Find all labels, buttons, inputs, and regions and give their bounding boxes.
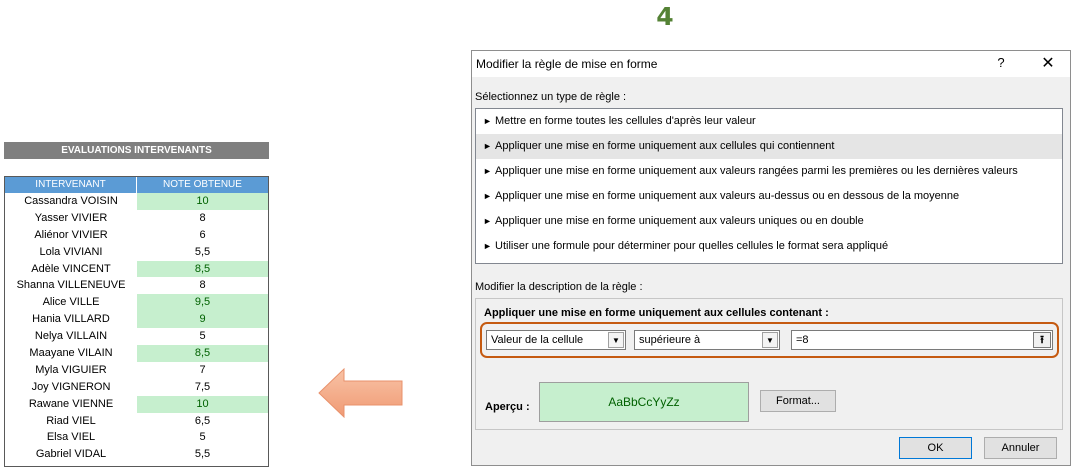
- condition-value: =8: [796, 334, 809, 346]
- intervenant-cell[interactable]: Cassandra VOISIN: [24, 195, 118, 207]
- table-row: [5, 294, 268, 311]
- preview-label: Aperçu :: [485, 401, 530, 413]
- rule-type-label: Appliquer une mise en forme uniquement aux cellules qui contiennent: [495, 140, 835, 152]
- rule-type-label: Utiliser une formule pour déterminer pour quelles cellules le format sera appliqué: [495, 240, 889, 252]
- table-row: [5, 311, 268, 328]
- table-row: [5, 379, 268, 396]
- cell-type-select[interactable]: [486, 330, 626, 350]
- format-rule-dialog: [471, 50, 1071, 466]
- table-row: [5, 277, 268, 294]
- note-cell[interactable]: 5: [199, 330, 206, 343]
- operator-value: supérieure à: [639, 334, 701, 346]
- note-cell[interactable]: 7,5: [194, 380, 211, 393]
- bullet-arrow-icon: ►: [483, 166, 492, 176]
- chevron-down-icon[interactable]: ▼: [608, 332, 624, 348]
- table-row: [5, 362, 268, 379]
- bullet-arrow-icon: ►: [483, 116, 492, 126]
- rule-type-label: Appliquer une mise en forme uniquement aux valeurs uniques ou en double: [495, 215, 864, 227]
- table-row: [5, 193, 268, 210]
- rule-description-panel: [475, 298, 1063, 430]
- bullet-arrow-icon: ►: [483, 141, 492, 151]
- intervenant-cell[interactable]: Maayane VILAIN: [29, 347, 113, 360]
- intervenant-cell[interactable]: Shanna VILLENEUVE: [16, 279, 126, 292]
- note-cell[interactable]: 10: [137, 396, 268, 413]
- format-preview: AaBbCcYyZz: [539, 382, 749, 422]
- note-cell[interactable]: 8: [199, 279, 206, 292]
- intervenant-cell[interactable]: Rawane VIENNE: [28, 397, 114, 410]
- table-row: [5, 446, 268, 463]
- note-cell[interactable]: 5,5: [194, 448, 211, 461]
- intervenant-cell[interactable]: Riad VIEL: [46, 414, 96, 427]
- rule-type-label: Sélectionnez un type de règle :: [475, 91, 627, 103]
- table-row: [5, 210, 268, 227]
- table-body: [5, 193, 268, 463]
- intervenant-cell[interactable]: Alice VILLE: [42, 296, 100, 309]
- note-cell[interactable]: 8: [199, 211, 206, 224]
- note-cell[interactable]: 8,5: [137, 261, 268, 278]
- note-cell[interactable]: 6: [199, 228, 206, 241]
- note-cell[interactable]: 7: [199, 363, 206, 376]
- rule-type-list[interactable]: [475, 108, 1063, 264]
- intervenant-cell[interactable]: Lola VIVIANI: [39, 245, 103, 258]
- step-number: 4: [656, 2, 674, 31]
- close-button[interactable]: ✕: [1041, 55, 1055, 72]
- range-select-icon[interactable]: ⭱: [1033, 332, 1051, 348]
- bullet-arrow-icon: ►: [483, 241, 492, 251]
- table-row: [5, 345, 268, 362]
- intervenant-cell[interactable]: Hania VILLARD: [32, 313, 110, 326]
- intervenant-cell[interactable]: Gabriel VIDAL: [35, 448, 107, 461]
- rule-type-item[interactable]: [476, 209, 1062, 234]
- rule-description-title: Appliquer une mise en forme uniquement aux cellules contenant :: [484, 307, 829, 319]
- column-header-intervenant[interactable]: INTERVENANT: [5, 177, 137, 193]
- bullet-arrow-icon: ►: [483, 191, 492, 201]
- intervenant-cell[interactable]: Joy VIGNERON: [31, 380, 111, 393]
- table-row: [5, 413, 268, 430]
- condition-highlight-box: [480, 322, 1059, 358]
- rule-type-item[interactable]: [476, 109, 1062, 134]
- table-header: [5, 177, 268, 193]
- evaluation-table: [4, 176, 269, 467]
- help-button[interactable]: ?: [997, 55, 1005, 70]
- intervenant-cell[interactable]: Adèle VINCENT: [31, 262, 111, 275]
- note-cell[interactable]: 8,5: [137, 345, 268, 362]
- intervenant-cell[interactable]: Myla VIGUIER: [35, 363, 107, 376]
- note-cell[interactable]: 5: [199, 431, 206, 444]
- table-row: [5, 396, 268, 413]
- rule-type-label: Mettre en forme toutes les cellules d'après leur valeur: [495, 115, 756, 127]
- rule-type-item[interactable]: [476, 184, 1062, 209]
- operator-select[interactable]: [634, 330, 780, 350]
- intervenant-cell[interactable]: Nelya VILLAIN: [34, 330, 108, 343]
- dialog-titlebar: [472, 51, 1070, 77]
- cell-type-value: Valeur de la cellule: [491, 334, 584, 346]
- rule-type-label: Appliquer une mise en forme uniquement aux valeurs rangées parmi les premières ou les dernières valeurs: [495, 165, 1018, 177]
- table-row: [5, 244, 268, 261]
- rule-type-item[interactable]: [476, 234, 1062, 259]
- ok-button[interactable]: OK: [899, 437, 972, 459]
- sheet-title: EVALUATIONS INTERVENANTS: [4, 142, 269, 159]
- note-cell[interactable]: 9,5: [137, 294, 268, 311]
- table-row: [5, 429, 268, 446]
- note-cell[interactable]: 10: [137, 193, 268, 210]
- intervenant-cell[interactable]: Aliénor VIVIER: [34, 228, 108, 241]
- chevron-down-icon[interactable]: ▼: [762, 332, 778, 348]
- left-arrow-icon: [318, 368, 404, 418]
- table-row: [5, 227, 268, 244]
- intervenant-cell[interactable]: Yasser VIVIER: [34, 211, 108, 224]
- rule-description-label: Modifier la description de la règle :: [475, 281, 643, 293]
- note-cell[interactable]: 9: [137, 311, 268, 328]
- intervenant-cell[interactable]: Elsa VIEL: [46, 431, 96, 444]
- format-button[interactable]: Format...: [760, 390, 836, 412]
- table-row: [5, 328, 268, 345]
- note-cell[interactable]: 5,5: [194, 245, 211, 258]
- bullet-arrow-icon: ►: [483, 216, 492, 226]
- column-header-note[interactable]: NOTE OBTENUE: [163, 179, 242, 190]
- cancel-button[interactable]: Annuler: [984, 437, 1057, 459]
- dialog-title: Modifier la règle de mise en forme: [476, 57, 658, 71]
- rule-type-label: Appliquer une mise en forme uniquement aux valeurs au-dessus ou en dessous de la moyenne: [495, 190, 960, 202]
- table-row: [5, 261, 268, 278]
- condition-value-input[interactable]: [791, 330, 1053, 350]
- rule-type-item[interactable]: [476, 134, 1062, 159]
- note-cell[interactable]: 6,5: [194, 414, 211, 427]
- rule-type-item[interactable]: [476, 159, 1062, 184]
